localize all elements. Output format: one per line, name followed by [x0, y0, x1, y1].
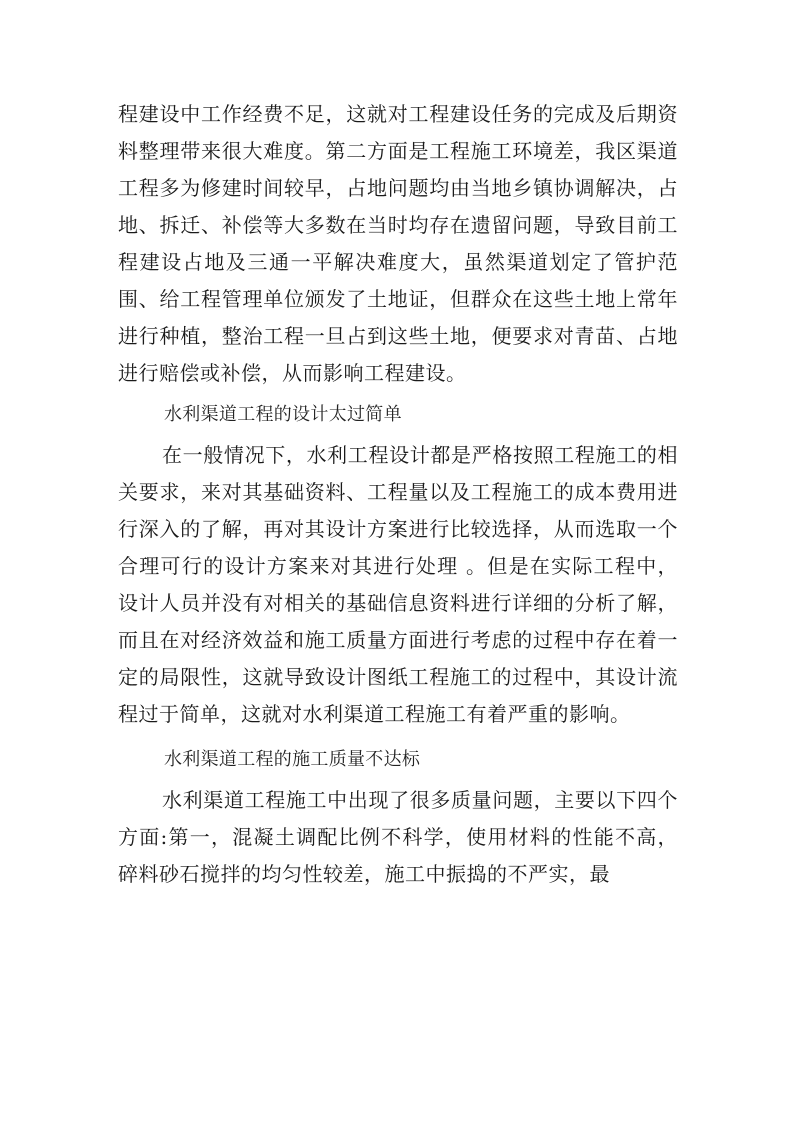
spacer	[118, 733, 678, 741]
paragraph-quality-problems: 水利渠道工程施工中出现了很多质量问题，主要以下四个方面:第一，混凝土调配比例不科学，使用材料的性能不高，碎料砂石搅拌的均匀性较差，施工中振捣的不严实，最	[118, 788, 678, 886]
section-heading-quality-substandard: 水利渠道工程的施工质量不达标	[164, 749, 421, 770]
section-heading-design-too-simple: 水利渠道工程的设计太过简单	[164, 404, 402, 425]
paragraph-design-process: 在一般情况下，水利工程设计都是严格按照工程施工的相关要求，来对其基础资料、工程量以及工程施工的成本费用进行深入的了解，再对其设计方案进行比较选择，从而选取一个合理可行的设计方案来对其进行处理 。但是在实际工程中，设计人员并没有对相关的基础信息资料进行详细的分析了解，而且在对经济效益和施工质量方面进行考虑的过程中存在着一定的局限性，这就导致设计图纸工程施工的过程中，其设计流程过于简单，这就对水利渠道工程施工有着严重的影响。	[118, 443, 678, 726]
document-body	[118, 96, 678, 893]
paragraph-construction-funding: 程建设中工作经费不足，这就对工程建设任务的完成及后期资料整理带来很大难度。第二方面是工程施工环境差，我区渠道工程多为修建时间较早，占地问题均由当地乡镇协调解决，占地、拆迁、补偿等大多数在当时均存在遗留问题，导致目前工程建设占地及三通一平解决难度大，虽然渠道划定了管护范围、给工程管理单位颁发了土地证，但群众在这些土地上常年进行种植，整治工程一旦占到这些土地，便要求对青苗、占地进行赔偿或补偿，从而影响工程建设。	[118, 102, 678, 385]
